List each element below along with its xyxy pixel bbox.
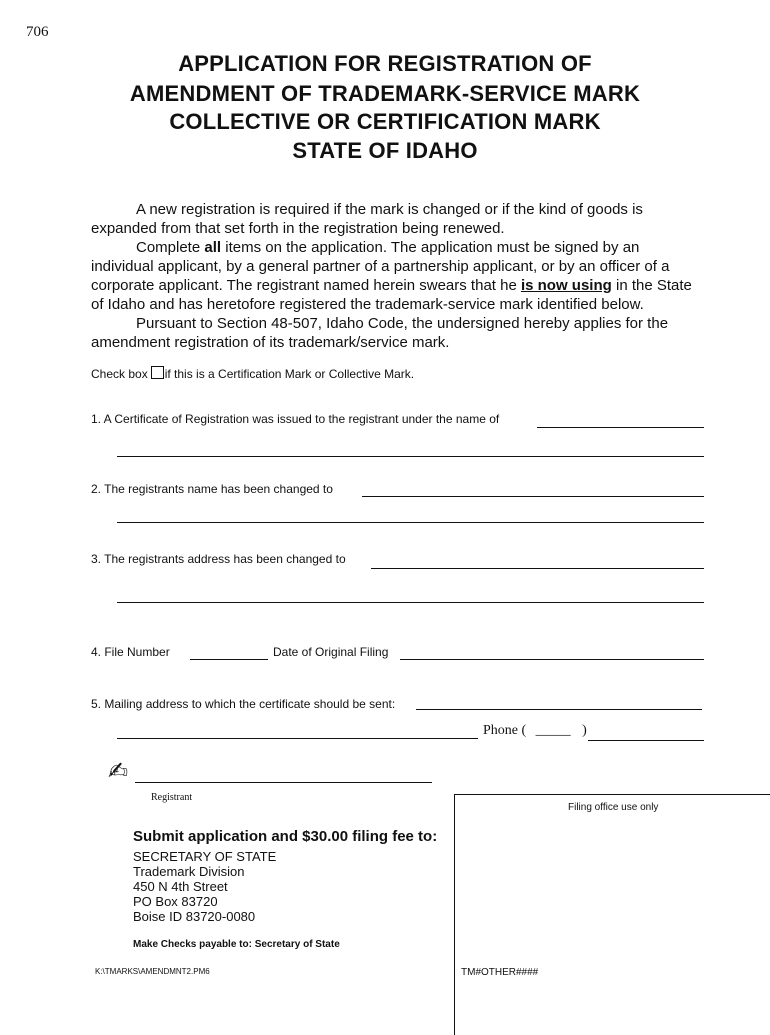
office-code: TM#OTHER#### — [461, 967, 539, 978]
mailing-address-block — [133, 849, 276, 924]
phone-number-field[interactable] — [588, 740, 704, 741]
item-2-label: 2. The registrants name has been changed to — [91, 482, 333, 496]
intro-p2-start: Complete — [136, 239, 205, 256]
address-line: SECRETARY OF STATE — [133, 849, 277, 864]
item-5-label: 5. Mailing address to which the certificate should be sent: — [91, 697, 396, 711]
item-1-field-b[interactable] — [117, 456, 704, 457]
intro-p2-end: in the State of Idaho and has heretofore registered the trademark-service mark identified below. — [91, 277, 692, 313]
intro-p2-bold: all — [204, 239, 222, 256]
item-3-field-b[interactable] — [117, 602, 704, 603]
address-line: PO Box 83720 — [133, 894, 218, 909]
phone-label: Phone ( — [483, 723, 527, 738]
filing-office-box — [454, 794, 770, 1035]
item-3-label: 3. The registrants address has been changed to — [91, 552, 346, 566]
address-line: Boise ID 83720-0080 — [133, 909, 256, 924]
signature-field[interactable] — [135, 782, 432, 783]
title-line-3: COLLECTIVE OR CERTIFICATION MARK — [169, 109, 601, 134]
pen-icon: ✍ — [108, 757, 129, 785]
address-line: 450 N 4th Street — [133, 879, 228, 894]
address-line: Trademark Division — [133, 864, 245, 879]
submit-heading: Submit application and $30.00 filing fee to: — [133, 828, 438, 845]
intro-p2-middle: items on the application. The application must be signed by an individual applicant, by a general partner of a partnership applicant, or by an officer of a corporate applicant. The registrant named herein swears that he — [91, 239, 670, 294]
mark-type-checkbox[interactable] — [151, 366, 164, 379]
phone-row — [483, 723, 587, 739]
checkbox-label-after: if this is a Certification Mark or Collective Mark. — [164, 367, 415, 381]
item-3-field-a[interactable] — [371, 568, 704, 569]
checks-payable: Make Checks payable to: Secretary of State — [133, 939, 340, 950]
item-1-label: 1. A Certificate of Registration was issued to the registrant under the name of — [91, 412, 500, 426]
signature-label: Registrant — [151, 792, 193, 803]
filing-office-label: Filing office use only — [568, 802, 659, 813]
checkbox-row — [91, 366, 414, 381]
intro-p2-underline: is now using — [520, 277, 612, 294]
intro-paragraph-1: A new registration is required if the mark is changed or if the kind of goods is expanded from that set forth in the registration being renewed. — [91, 201, 643, 237]
intro-paragraph-3: Pursuant to Section 48-507, Idaho Code, the undersigned hereby applies for the amendment registration of its trademark/service mark. — [91, 315, 669, 351]
mailing-address-field-a[interactable] — [416, 709, 702, 710]
title-line-2: AMENDMENT OF TRADEMARK-SERVICE MARK — [129, 81, 641, 106]
intro-text — [91, 200, 705, 352]
checkbox-label-before: Check box — [91, 367, 148, 381]
intro-paragraph-2 — [91, 238, 705, 314]
item-4-file-number-label: 4. File Number — [91, 645, 170, 659]
phone-area-code-field[interactable]: _____ — [535, 723, 571, 738]
date-of-filing-field[interactable] — [400, 659, 704, 660]
title-line-1: APPLICATION FOR REGISTRATION OF — [178, 51, 592, 76]
item-2-field-a[interactable] — [362, 496, 704, 497]
phone-paren-close: ) — [582, 723, 587, 738]
item-2-field-b[interactable] — [117, 522, 704, 523]
item-4-date-label: Date of Original Filing — [273, 645, 389, 659]
mailing-address-field-b[interactable] — [117, 738, 478, 739]
item-1-field-a[interactable] — [537, 427, 704, 428]
file-number-field[interactable] — [190, 659, 268, 660]
form-number: 706 — [26, 24, 49, 40]
file-path: K:\TMARKS\AMENDMNT2.PM6 — [95, 967, 210, 976]
title-line-4: STATE OF IDAHO — [292, 138, 478, 163]
